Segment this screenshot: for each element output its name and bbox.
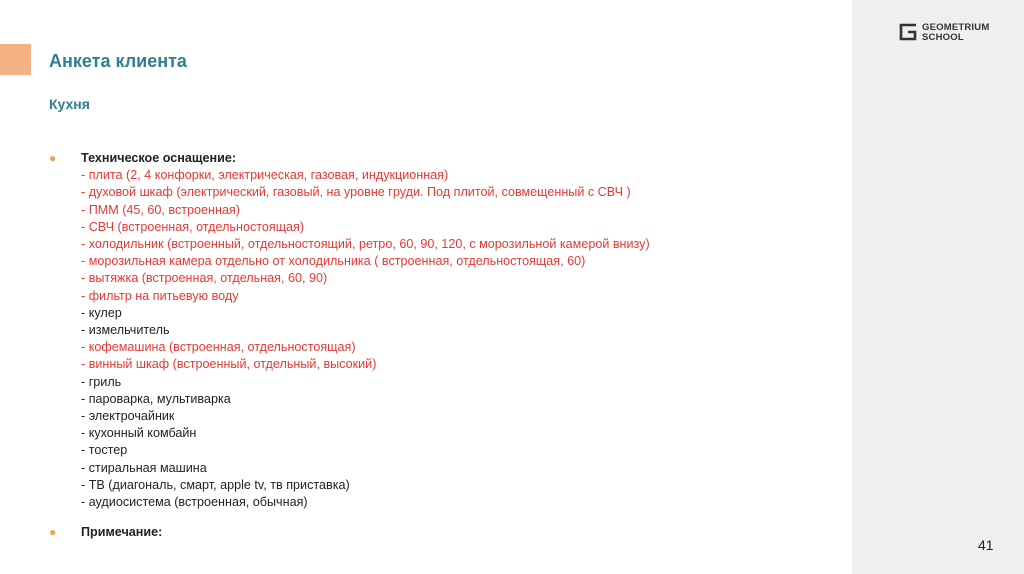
list-item: - ТВ (диагональ, смарт, apple tv, тв приставка) — [81, 477, 350, 492]
accent-block — [0, 44, 31, 75]
list-item: - аудиосистема (встроенная, обычная) — [81, 495, 308, 510]
list-item: - тостер — [81, 443, 128, 458]
bullet-heading: Техническое оснащение: — [81, 151, 237, 165]
list-item: - кофемашина (встроенная, отдельностоящая) — [81, 340, 356, 355]
note-heading: Примечание: — [81, 525, 163, 539]
logo-line-2: SCHOOL — [922, 32, 964, 43]
list-item: - измельчитель — [81, 323, 170, 338]
list-item: - стиральная машина — [81, 460, 207, 475]
list-item: - кулер — [81, 305, 122, 320]
list-item: - кухонный комбайн — [81, 426, 197, 441]
equipment-list — [81, 167, 841, 511]
list-item: - фильтр на питьевую воду — [81, 288, 239, 303]
list-item: - гриль — [81, 374, 122, 389]
list-item: - ПММ (45, 60, встроенная) — [81, 202, 240, 217]
list-item: - винный шкаф (встроенный, отдельный, высокий) — [81, 357, 377, 372]
logo — [898, 22, 1008, 44]
bullet-content — [81, 524, 841, 541]
list-item: - СВЧ (встроенная, отдельностоящая) — [81, 219, 305, 234]
bullet-content — [81, 150, 841, 511]
logo-line-1: GEOMETRIUM — [922, 22, 990, 33]
list-item: - вытяжка (встроенная, отдельная, 60, 90) — [81, 271, 328, 286]
page-title: Анкета клиента — [49, 51, 187, 71]
bullet-dot-icon: ● — [49, 525, 57, 539]
list-item: - электрочайник — [81, 409, 175, 424]
list-item: - морозильная камера отдельно от холодильника ( встроенная, отдельностоящая, 60) — [81, 254, 586, 269]
side-panel — [852, 0, 1024, 574]
bullet-dot-icon: ● — [49, 151, 57, 165]
page-number: 41 — [978, 537, 994, 553]
list-item: - пароварка, мультиварка — [81, 391, 231, 406]
page-subtitle: Кухня — [49, 96, 90, 112]
logo-text — [922, 23, 989, 43]
list-item: - духовой шкаф (электрический, газовый, на уровне груди. Под плитой, совмещенный с СВЧ ) — [81, 185, 631, 200]
list-item: - плита (2, 4 конфорки, электрическая, газовая, индукционная) — [81, 168, 449, 183]
geometrium-logo-icon — [898, 22, 918, 42]
list-item: - холодильник (встроенный, отдельностоящий, ретро, 60, 90, 120, с морозильной камерой внизу) — [81, 237, 650, 252]
